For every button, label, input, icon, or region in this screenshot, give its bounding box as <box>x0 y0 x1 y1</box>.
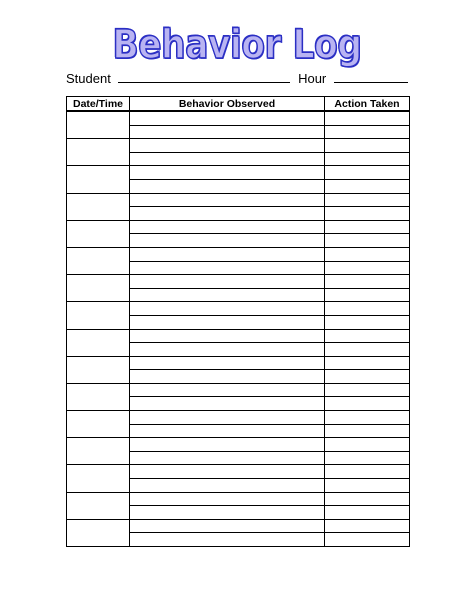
action-taken-cell[interactable] <box>325 193 410 207</box>
behavior-observed-cell[interactable] <box>130 519 325 533</box>
table-row <box>67 275 410 289</box>
table-row <box>67 166 410 180</box>
table-row <box>67 193 410 207</box>
table-row <box>67 247 410 261</box>
behavior-observed-cell[interactable] <box>130 411 325 425</box>
behavior-observed-cell[interactable] <box>130 193 325 207</box>
log-entries <box>67 111 410 547</box>
action-taken-cell[interactable] <box>325 424 410 438</box>
behavior-observed-cell[interactable] <box>130 356 325 370</box>
action-taken-cell[interactable] <box>325 506 410 520</box>
action-taken-cell[interactable] <box>325 451 410 465</box>
behavior-observed-cell[interactable] <box>130 479 325 493</box>
table-row <box>67 411 410 425</box>
action-taken-cell[interactable] <box>325 356 410 370</box>
behavior-observed-cell[interactable] <box>130 451 325 465</box>
behavior-observed-cell[interactable] <box>130 397 325 411</box>
action-taken-cell[interactable] <box>325 465 410 479</box>
behavior-observed-cell[interactable] <box>130 220 325 234</box>
action-taken-cell[interactable] <box>325 166 410 180</box>
action-taken-cell[interactable] <box>325 383 410 397</box>
action-taken-cell[interactable] <box>325 288 410 302</box>
date-time-cell[interactable] <box>67 329 130 356</box>
action-taken-cell[interactable] <box>325 302 410 316</box>
date-time-cell[interactable] <box>67 139 130 166</box>
behavior-observed-cell[interactable] <box>130 234 325 248</box>
action-taken-cell[interactable] <box>325 220 410 234</box>
page-title: Behavior Log <box>112 22 362 68</box>
action-taken-cell[interactable] <box>325 207 410 221</box>
date-time-cell[interactable] <box>67 465 130 492</box>
behavior-observed-cell[interactable] <box>130 261 325 275</box>
action-taken-cell[interactable] <box>325 343 410 357</box>
action-taken-cell[interactable] <box>325 275 410 289</box>
table-row <box>67 492 410 506</box>
action-taken-cell[interactable] <box>325 492 410 506</box>
behavior-observed-cell[interactable] <box>130 288 325 302</box>
date-time-cell[interactable] <box>67 111 130 139</box>
action-taken-cell[interactable] <box>325 397 410 411</box>
behavior-observed-cell[interactable] <box>130 465 325 479</box>
action-taken-cell[interactable] <box>325 125 410 139</box>
behavior-observed-cell[interactable] <box>130 179 325 193</box>
date-time-cell[interactable] <box>67 519 130 546</box>
date-time-cell[interactable] <box>67 411 130 438</box>
action-taken-cell[interactable] <box>325 438 410 452</box>
behavior-observed-cell[interactable] <box>130 329 325 343</box>
action-taken-cell[interactable] <box>325 247 410 261</box>
action-taken-cell[interactable] <box>325 234 410 248</box>
table-row <box>67 220 410 234</box>
header-behavior-observed: Behavior Observed <box>130 97 325 112</box>
table-row <box>67 356 410 370</box>
table-row <box>67 139 410 153</box>
action-taken-cell[interactable] <box>325 139 410 153</box>
date-time-cell[interactable] <box>67 302 130 329</box>
behavior-observed-cell[interactable] <box>130 139 325 153</box>
behavior-observed-cell[interactable] <box>130 152 325 166</box>
behavior-observed-cell[interactable] <box>130 111 325 125</box>
behavior-observed-cell[interactable] <box>130 438 325 452</box>
behavior-observed-cell[interactable] <box>130 315 325 329</box>
table-row <box>67 383 410 397</box>
behavior-observed-cell[interactable] <box>130 370 325 384</box>
table-row <box>67 111 410 125</box>
table-row <box>67 519 410 533</box>
action-taken-cell[interactable] <box>325 179 410 193</box>
hour-label: Hour <box>298 71 327 86</box>
table-row <box>67 438 410 452</box>
table-row <box>67 329 410 343</box>
action-taken-cell[interactable] <box>325 152 410 166</box>
date-time-cell[interactable] <box>67 438 130 465</box>
behavior-observed-cell[interactable] <box>130 533 325 547</box>
behavior-observed-cell[interactable] <box>130 424 325 438</box>
action-taken-cell[interactable] <box>325 411 410 425</box>
date-time-cell[interactable] <box>67 166 130 193</box>
date-time-cell[interactable] <box>67 247 130 274</box>
behavior-observed-cell[interactable] <box>130 492 325 506</box>
student-label: Student <box>66 71 111 86</box>
behavior-observed-cell[interactable] <box>130 302 325 316</box>
behavior-observed-cell[interactable] <box>130 207 325 221</box>
date-time-cell[interactable] <box>67 275 130 302</box>
behavior-observed-cell[interactable] <box>130 166 325 180</box>
behavior-observed-cell[interactable] <box>130 506 325 520</box>
action-taken-cell[interactable] <box>325 111 410 125</box>
behavior-observed-cell[interactable] <box>130 125 325 139</box>
action-taken-cell[interactable] <box>325 315 410 329</box>
table-row <box>67 465 410 479</box>
table-row <box>67 302 410 316</box>
date-time-cell[interactable] <box>67 193 130 220</box>
hour-blank[interactable] <box>334 71 408 83</box>
action-taken-cell[interactable] <box>325 261 410 275</box>
action-taken-cell[interactable] <box>325 519 410 533</box>
behavior-observed-cell[interactable] <box>130 383 325 397</box>
date-time-cell[interactable] <box>67 356 130 383</box>
action-taken-cell[interactable] <box>325 479 410 493</box>
date-time-cell[interactable] <box>67 220 130 247</box>
behavior-log-table <box>66 96 410 547</box>
date-time-cell[interactable] <box>67 492 130 519</box>
student-info-fields <box>66 71 408 86</box>
header-action-taken: Action Taken <box>325 97 410 112</box>
action-taken-cell[interactable] <box>325 329 410 343</box>
header-date-time: Date/Time <box>67 97 130 112</box>
student-name-blank[interactable] <box>118 71 290 83</box>
action-taken-cell[interactable] <box>325 533 410 547</box>
date-time-cell[interactable] <box>67 383 130 410</box>
behavior-observed-cell[interactable] <box>130 343 325 357</box>
table-header-row <box>67 97 410 112</box>
action-taken-cell[interactable] <box>325 370 410 384</box>
behavior-observed-cell[interactable] <box>130 275 325 289</box>
behavior-observed-cell[interactable] <box>130 247 325 261</box>
